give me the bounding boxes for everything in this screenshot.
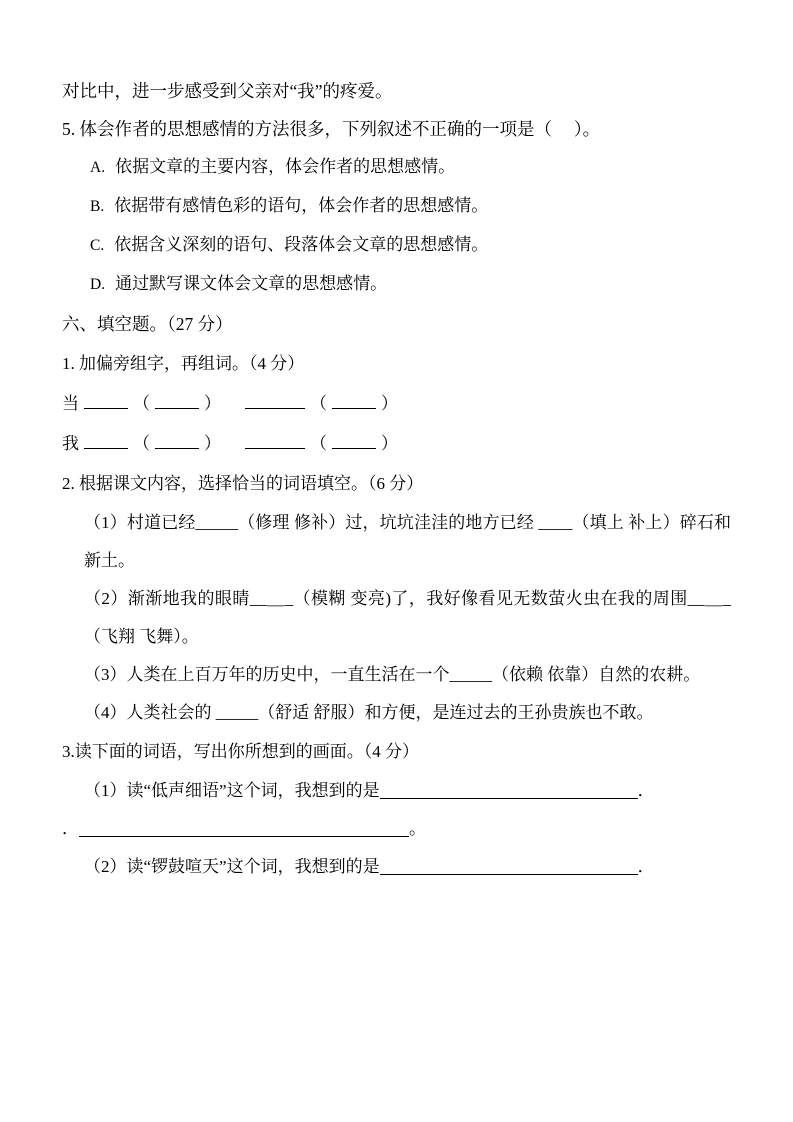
q1-row-1-paren-close-1: ） bbox=[204, 394, 222, 413]
section-6-q1-stem: 1. 加偏旁组字，再组词。（4 分） bbox=[62, 354, 305, 373]
q2-item-3: （3）人类在上百万年的历史中，一直生活在一个_____（依赖 依靠）自然的农耕。 bbox=[84, 665, 701, 684]
q2-item-1: （1）村道已经_____（修理 修补）过，坑坑洼洼的地方已经 ____（填上 补上）碎石和新土。 bbox=[84, 513, 731, 570]
q2-item-2: （2）渐渐地我的眼睛__＿_（模糊 变亮)了，我好像看见无数萤火虫在我的周围__＿_（飞翔 飞舞）。 bbox=[84, 589, 731, 646]
q3-item-1 bbox=[62, 772, 731, 810]
q3-item-1-cont-suffix: 。 bbox=[409, 819, 426, 838]
question-5-option-d bbox=[62, 265, 731, 304]
q3-item-2-answer-blank[interactable] bbox=[380, 858, 638, 875]
q1-row-2-paren-open-1: （ bbox=[133, 434, 151, 453]
q3-item-2-suffix: ． bbox=[637, 857, 655, 876]
q3-item-1-cont-prefix: ． bbox=[62, 819, 79, 838]
q3-item-1-continuation bbox=[62, 810, 731, 848]
question-5-option-a bbox=[62, 148, 731, 187]
q1-row-1 bbox=[62, 384, 731, 424]
q1-row-2-word-2[interactable] bbox=[332, 433, 376, 449]
q3-item-1-suffix: ． bbox=[637, 781, 655, 800]
option-c-text: 依据含义深刻的语句、段落体会文章的思想感情。 bbox=[114, 235, 489, 254]
q3-item-1-answer-blank-2[interactable] bbox=[79, 820, 409, 837]
option-d-text: 通过默写课文体会文章的思想感情。 bbox=[115, 274, 388, 293]
q1-row-2-word-1[interactable] bbox=[155, 433, 199, 449]
option-c-tag: C. bbox=[90, 237, 105, 254]
question-5-option-c bbox=[62, 226, 731, 265]
q1-row-1-char: 当 bbox=[62, 394, 80, 413]
q2-item-4: （4）人类社会的 _____（舒适 舒服）和方便，是连过去的王孙贵族也不敢。 bbox=[84, 703, 654, 722]
q1-row-1-blank-2[interactable] bbox=[245, 393, 305, 409]
q1-row-1-word-1[interactable] bbox=[155, 393, 199, 409]
q3-item-2-prefix: （2）读“锣鼓喧天”这个词，我想到的是 bbox=[84, 857, 380, 876]
q1-row-2-char: 我 bbox=[62, 434, 80, 453]
q3-item-1-prefix: （1）读“低声细语”这个词，我想到的是 bbox=[84, 781, 380, 800]
q1-row-2-paren-close-2: ） bbox=[381, 434, 399, 453]
q1-row-1-blank-1[interactable] bbox=[84, 393, 128, 409]
q1-row-1-paren-open-2: （ bbox=[310, 394, 328, 413]
question-5-stem: 5. 体会作者的思想感情的方法很多，下列叙述不正确的一项是（ ）。 bbox=[62, 119, 601, 139]
q1-row-2-paren-close-1: ） bbox=[204, 434, 222, 453]
q1-row-2-paren-open-2: （ bbox=[310, 434, 328, 453]
q1-row-1-paren-open-1: （ bbox=[133, 394, 151, 413]
q1-row-2-blank-2[interactable] bbox=[245, 433, 305, 449]
section-6-q2-stem: 2. 根据课文内容，选择恰当的词语填空。（6 分） bbox=[62, 474, 424, 493]
section-6-q3-stem: 3.读下面的词语，写出你所想到的画面。（4 分） bbox=[62, 742, 419, 761]
q1-row-2-blank-1[interactable] bbox=[84, 433, 128, 449]
q3-item-1-answer-blank[interactable] bbox=[380, 782, 638, 799]
option-a-tag: A. bbox=[90, 159, 106, 176]
q1-row-2 bbox=[62, 424, 731, 464]
q1-row-1-word-2[interactable] bbox=[332, 393, 376, 409]
top-sentence: 对比中，进一步感受到父亲对“我”的疼爱。 bbox=[62, 81, 393, 101]
option-a-text: 依据文章的主要内容，体会作者的思想感情。 bbox=[115, 157, 456, 176]
section-6-title: 六、填空题。（27 分） bbox=[62, 314, 233, 334]
question-5-option-b bbox=[62, 187, 731, 226]
option-b-tag: B. bbox=[90, 198, 105, 215]
option-d-tag: D. bbox=[90, 276, 106, 293]
option-b-text: 依据带有感情色彩的语句，体会作者的思想感情。 bbox=[114, 196, 489, 215]
q1-row-1-paren-close-2: ） bbox=[381, 394, 399, 413]
q3-item-2 bbox=[62, 848, 731, 886]
